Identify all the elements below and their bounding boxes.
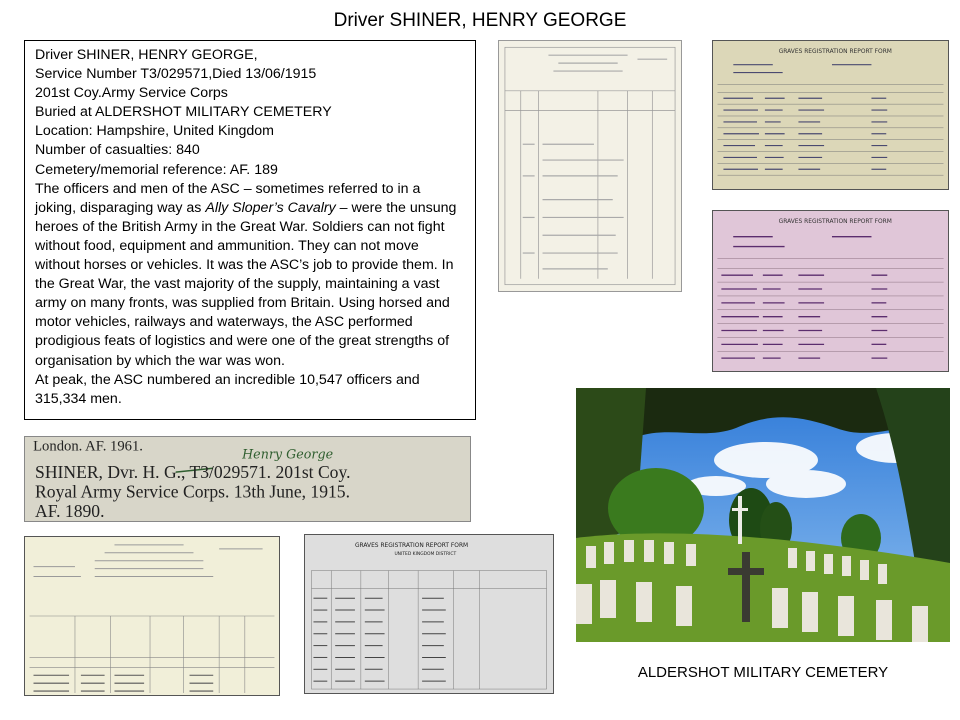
concentration-report-form-image [24,536,280,696]
grave-report-form-yellow-image [712,40,949,190]
page-title: Driver SHINER, HENRY GEORGE [333,10,627,31]
asc-text-b: – were the unsung heroes of the British Army in the Great War. Soldiers can not fight without food, equipment and ammunition. They can not move without horses or vehicles. It was the ASC’s job to provide them. In the Great War, the vast majority of the supply, maintaining a vast army on many fronts, was supplied from Britain. Using horsed and motor vehicles, railways and waterways, the ASC performed prodigious feats of logistics and were one of the great strengths of organisation by which the war was won. [35,199,457,369]
info-asc-paragraph [35,180,465,371]
info-peak-paragraph: At peak, the ASC numbered an incredible 10,547 officers and 315,334 men. [35,371,420,407]
grave-report-form-pink-image [712,210,949,372]
info-service-number: Service Number T3/029571,Died 13/06/1915 [35,66,317,83]
grave-form-heading: GRAVES REGISTRATION REPORT FORM [778,48,892,55]
info-location: Location: Hampshire, United Kingdom [35,123,274,140]
clipping-line-1: London. AF. 1961. [33,438,143,455]
asc-text-a: The officers and men of the ASC – sometimes referred to in a joking, disparaging way as [35,180,421,216]
cross-of-sacrifice [738,496,742,544]
grave-form-subheading: UNITED KINGDOM DISTRICT [394,551,457,557]
grave-form-heading-grey: GRAVES REGISTRATION REPORT FORM [354,542,469,549]
info-unit: 201st Coy.Army Service Corps [35,85,228,102]
handwritten-name: Henry George [242,446,334,462]
info-casualties: Number of casualties: 840 [35,142,200,159]
asc-nickname: Ally Sloper’s Cavalry [205,199,336,216]
cemetery-photo [576,388,950,642]
info-text-box [24,40,476,420]
info-name: Driver SHINER, HENRY GEORGE, [35,47,258,63]
grave-form-heading-pink: GRAVES REGISTRATION REPORT FORM [778,218,892,225]
grave-report-form-grey-image [304,534,554,694]
clipping-line-2: SHINER, Dvr. H. G., T3/029571. 201st Coy. [35,462,351,483]
cemetery-caption: ALDERSHOT MILITARY CEMETERY [637,664,889,681]
info-burial: Buried at ALDERSHOT MILITARY CEMETERY [35,104,332,121]
register-clipping-image [24,436,471,522]
burial-register-form-image [498,40,682,292]
clipping-line-3: Royal Army Service Corps. 13th June, 1915. [35,481,350,502]
info-reference: Cemetery/memorial reference: AF. 189 [35,161,278,178]
clipping-line-4: AF. 1890. [35,501,105,521]
